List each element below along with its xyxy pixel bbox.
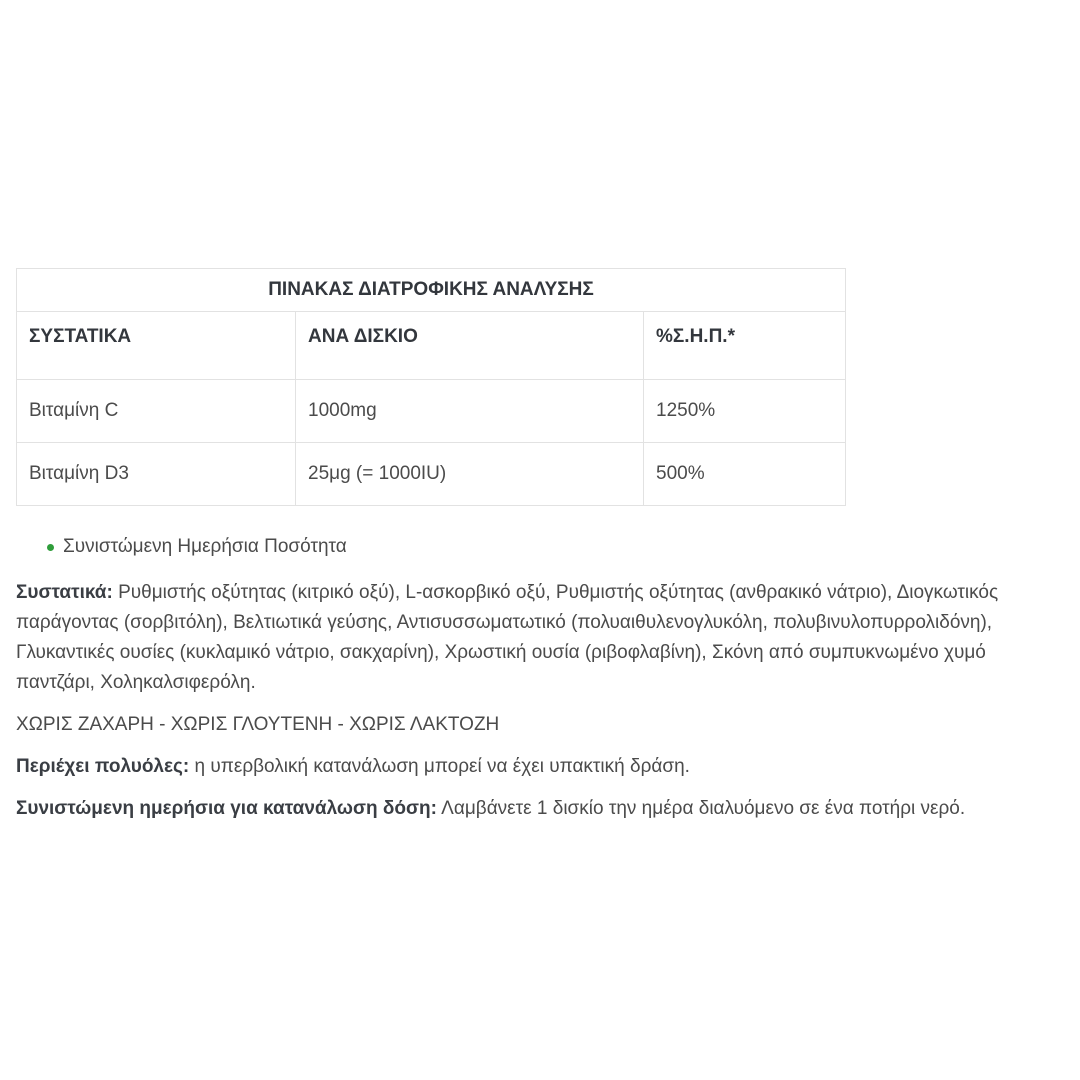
dosage-label: Συνιστώμενη ημερήσια για κατανάλωση δόση: xyxy=(16,798,437,819)
column-header-daily-pct: %Σ.Η.Π.* xyxy=(644,312,846,380)
nutrition-analysis-table xyxy=(16,268,846,506)
daily-amount-note-label: Συνιστώμενη Ημερήσια Ποσότητα xyxy=(63,536,347,557)
cell-percent: 500% xyxy=(644,443,846,506)
column-header-ingredients: ΣΥΣΤΑΤΙΚΑ xyxy=(17,312,296,380)
daily-amount-note xyxy=(47,532,1064,562)
cell-percent: 1250% xyxy=(644,380,846,443)
table-title-row xyxy=(17,269,846,312)
cell-amount: 1000mg xyxy=(296,380,644,443)
dosage-paragraph xyxy=(16,794,1064,824)
table-row xyxy=(17,380,846,443)
column-header-per-tablet: ΑΝΑ ΔΙΣΚΙΟ xyxy=(296,312,644,380)
table-header-row xyxy=(17,312,846,380)
free-from-text: ΧΩΡΙΣ ΖΑΧΑΡΗ - ΧΩΡΙΣ ΓΛΟΥΤΕΝΗ - ΧΩΡΙΣ ΛΑΚΤΟΖΗ xyxy=(16,714,500,735)
polyols-text: η υπερβολική κατανάλωση μπορεί να έχει υπακτική δράση. xyxy=(189,756,690,777)
ingredients-label: Συστατικά: xyxy=(16,582,113,603)
cell-ingredient: Βιταμίνη D3 xyxy=(17,443,296,506)
cell-ingredient: Βιταμίνη C xyxy=(17,380,296,443)
bullet-dot-icon xyxy=(47,544,54,551)
dosage-text: Λαμβάνετε 1 δισκίο την ημέρα διαλυόμενο σε ένα ποτήρι νερό. xyxy=(436,798,966,819)
cell-amount: 25μg (= 1000IU) xyxy=(296,443,644,506)
ingredients-text: Ρυθμιστής οξύτητας (κιτρικό οξύ), L-ασκορβικό οξύ, Ρυθμιστής οξύτητας (ανθρακικό νάτριο), Διογκωτικός παράγοντας (σορβιτόλη), Βελτιωτικά γεύσης, Αντισυσσωματωτικό (πολυαιθυλενογλυκόλη, πολυβινυλοπυρρολιδόνη), Γλυκαντικές ουσίες (κυκλαμικό νάτριο, σακχαρίνη), Χρωστική ουσία (ριβοφλαβίνη), Σκόνη από συμπυκνωμένο χυμό παντζάρι, Χοληκαλσιφερόλη. xyxy=(16,582,999,693)
ingredients-paragraph xyxy=(16,578,1064,698)
polyols-label: Περιέχει πολυόλες: xyxy=(16,756,190,777)
table-title: ΠΙΝΑΚΑΣ ΔΙΑΤΡΟΦΙΚΗΣ ΑΝΑΛΥΣΗΣ xyxy=(17,269,846,312)
table-row xyxy=(17,443,846,506)
polyols-paragraph xyxy=(16,752,1064,782)
